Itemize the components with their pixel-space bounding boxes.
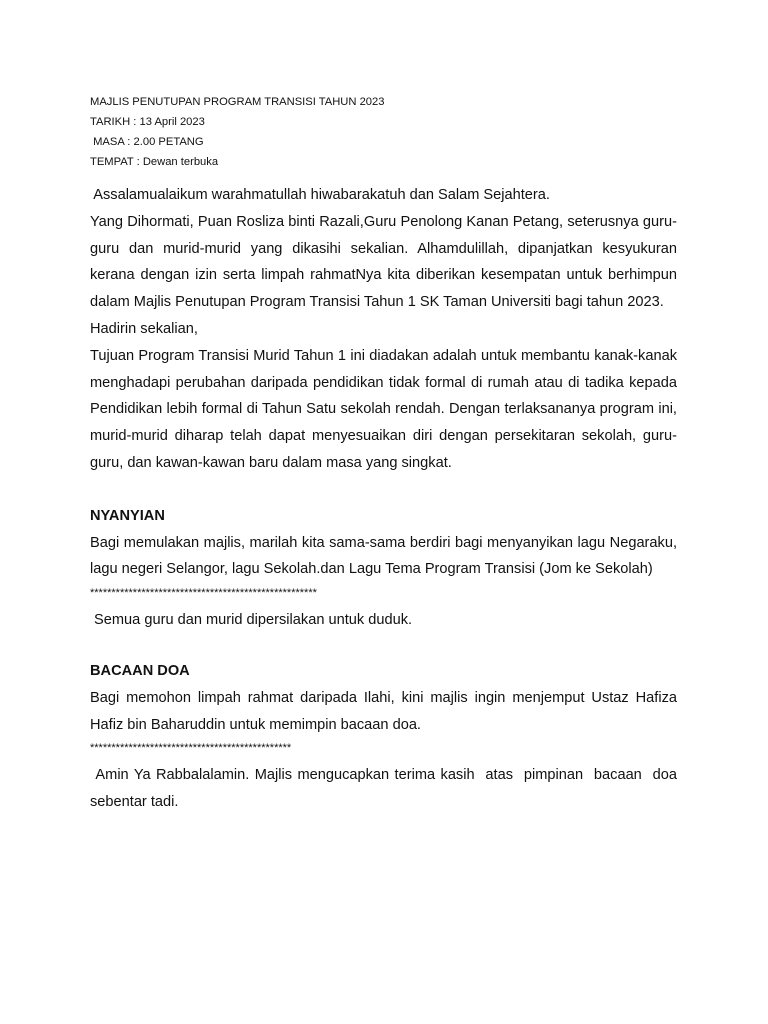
event-date: TARIKH : 13 April 2023: [90, 116, 205, 128]
doa-paragraph: Bagi memohon limpah rahmat daripada Ilahi, kini majlis ingin menjemput Ustaz Hafiza Hafiz bin Baharuddin untuk memimpin bacaan doa.: [90, 689, 677, 733]
nyanyian-after-paragraph: Semua guru dan murid dipersilakan untuk duduk.: [90, 612, 413, 629]
doa-separator: ***********************************************: [90, 742, 292, 755]
audience-paragraph: Hadirin sekalian,: [90, 320, 198, 337]
event-time: MASA : 2.00 PETANG: [90, 136, 204, 148]
respect-paragraph: Yang Dihormati, Puan Rosliza binti Razali,Guru Penolong Kanan Petang, seterusnya guru-guru dan murid-murid yang dikasihi sekalian. Alhamdulillah, dipanjatkan kesyukuran kerana dengan izin serta limpah rahmatNya kita diberikan kesempatan untuk berhimpun dalam Majlis Penutupan Program Transisi Tahun 1 SK Taman Universiti bagi tahun 2023.: [90, 213, 677, 311]
greeting-paragraph: Assalamualaikum warahmatullah hiwabarakatuh dan Salam Sejahtera.: [90, 187, 550, 203]
nyanyian-heading: NYANYIAN: [90, 507, 165, 524]
doa-heading: BACAAN DOA: [90, 662, 190, 679]
doa-after-paragraph: Amin Ya Rabbalalamin. Majlis mengucapkan terima kasih atas pimpinan bacaan doa sebentar tadi.: [90, 767, 682, 811]
event-title: MAJLIS PENUTUPAN PROGRAM TRANSISI TAHUN 2023: [90, 96, 385, 108]
nyanyian-paragraph: Bagi memulakan majlis, marilah kita sama-sama berdiri bagi menyanyikan lagu Negaraku, lagu negeri Selangor, lagu Sekolah.dan Lagu Tema Program Transisi (Jom ke Sekolah): [90, 534, 677, 578]
event-header: [90, 92, 690, 172]
purpose-paragraph: Tujuan Program Transisi Murid Tahun 1 ini diadakan adalah untuk membantu kanak-kanak menghadapi perubahan daripada pendidikan tidak formal di rumah atau di tadika kepada Pendidikan lebih formal di Tahun Satu sekolah rendah. Dengan terlaksananya program ini, murid-murid diharap telah dapat menyesuaikan diri dengan persekitaran sekolah, guru-guru, dan kawan-kawan baru dalam masa yang singkat.: [90, 347, 677, 471]
document-body: [90, 182, 682, 816]
event-venue: TEMPAT : Dewan terbuka: [90, 156, 219, 168]
nyanyian-separator: *****************************************************: [90, 587, 317, 600]
